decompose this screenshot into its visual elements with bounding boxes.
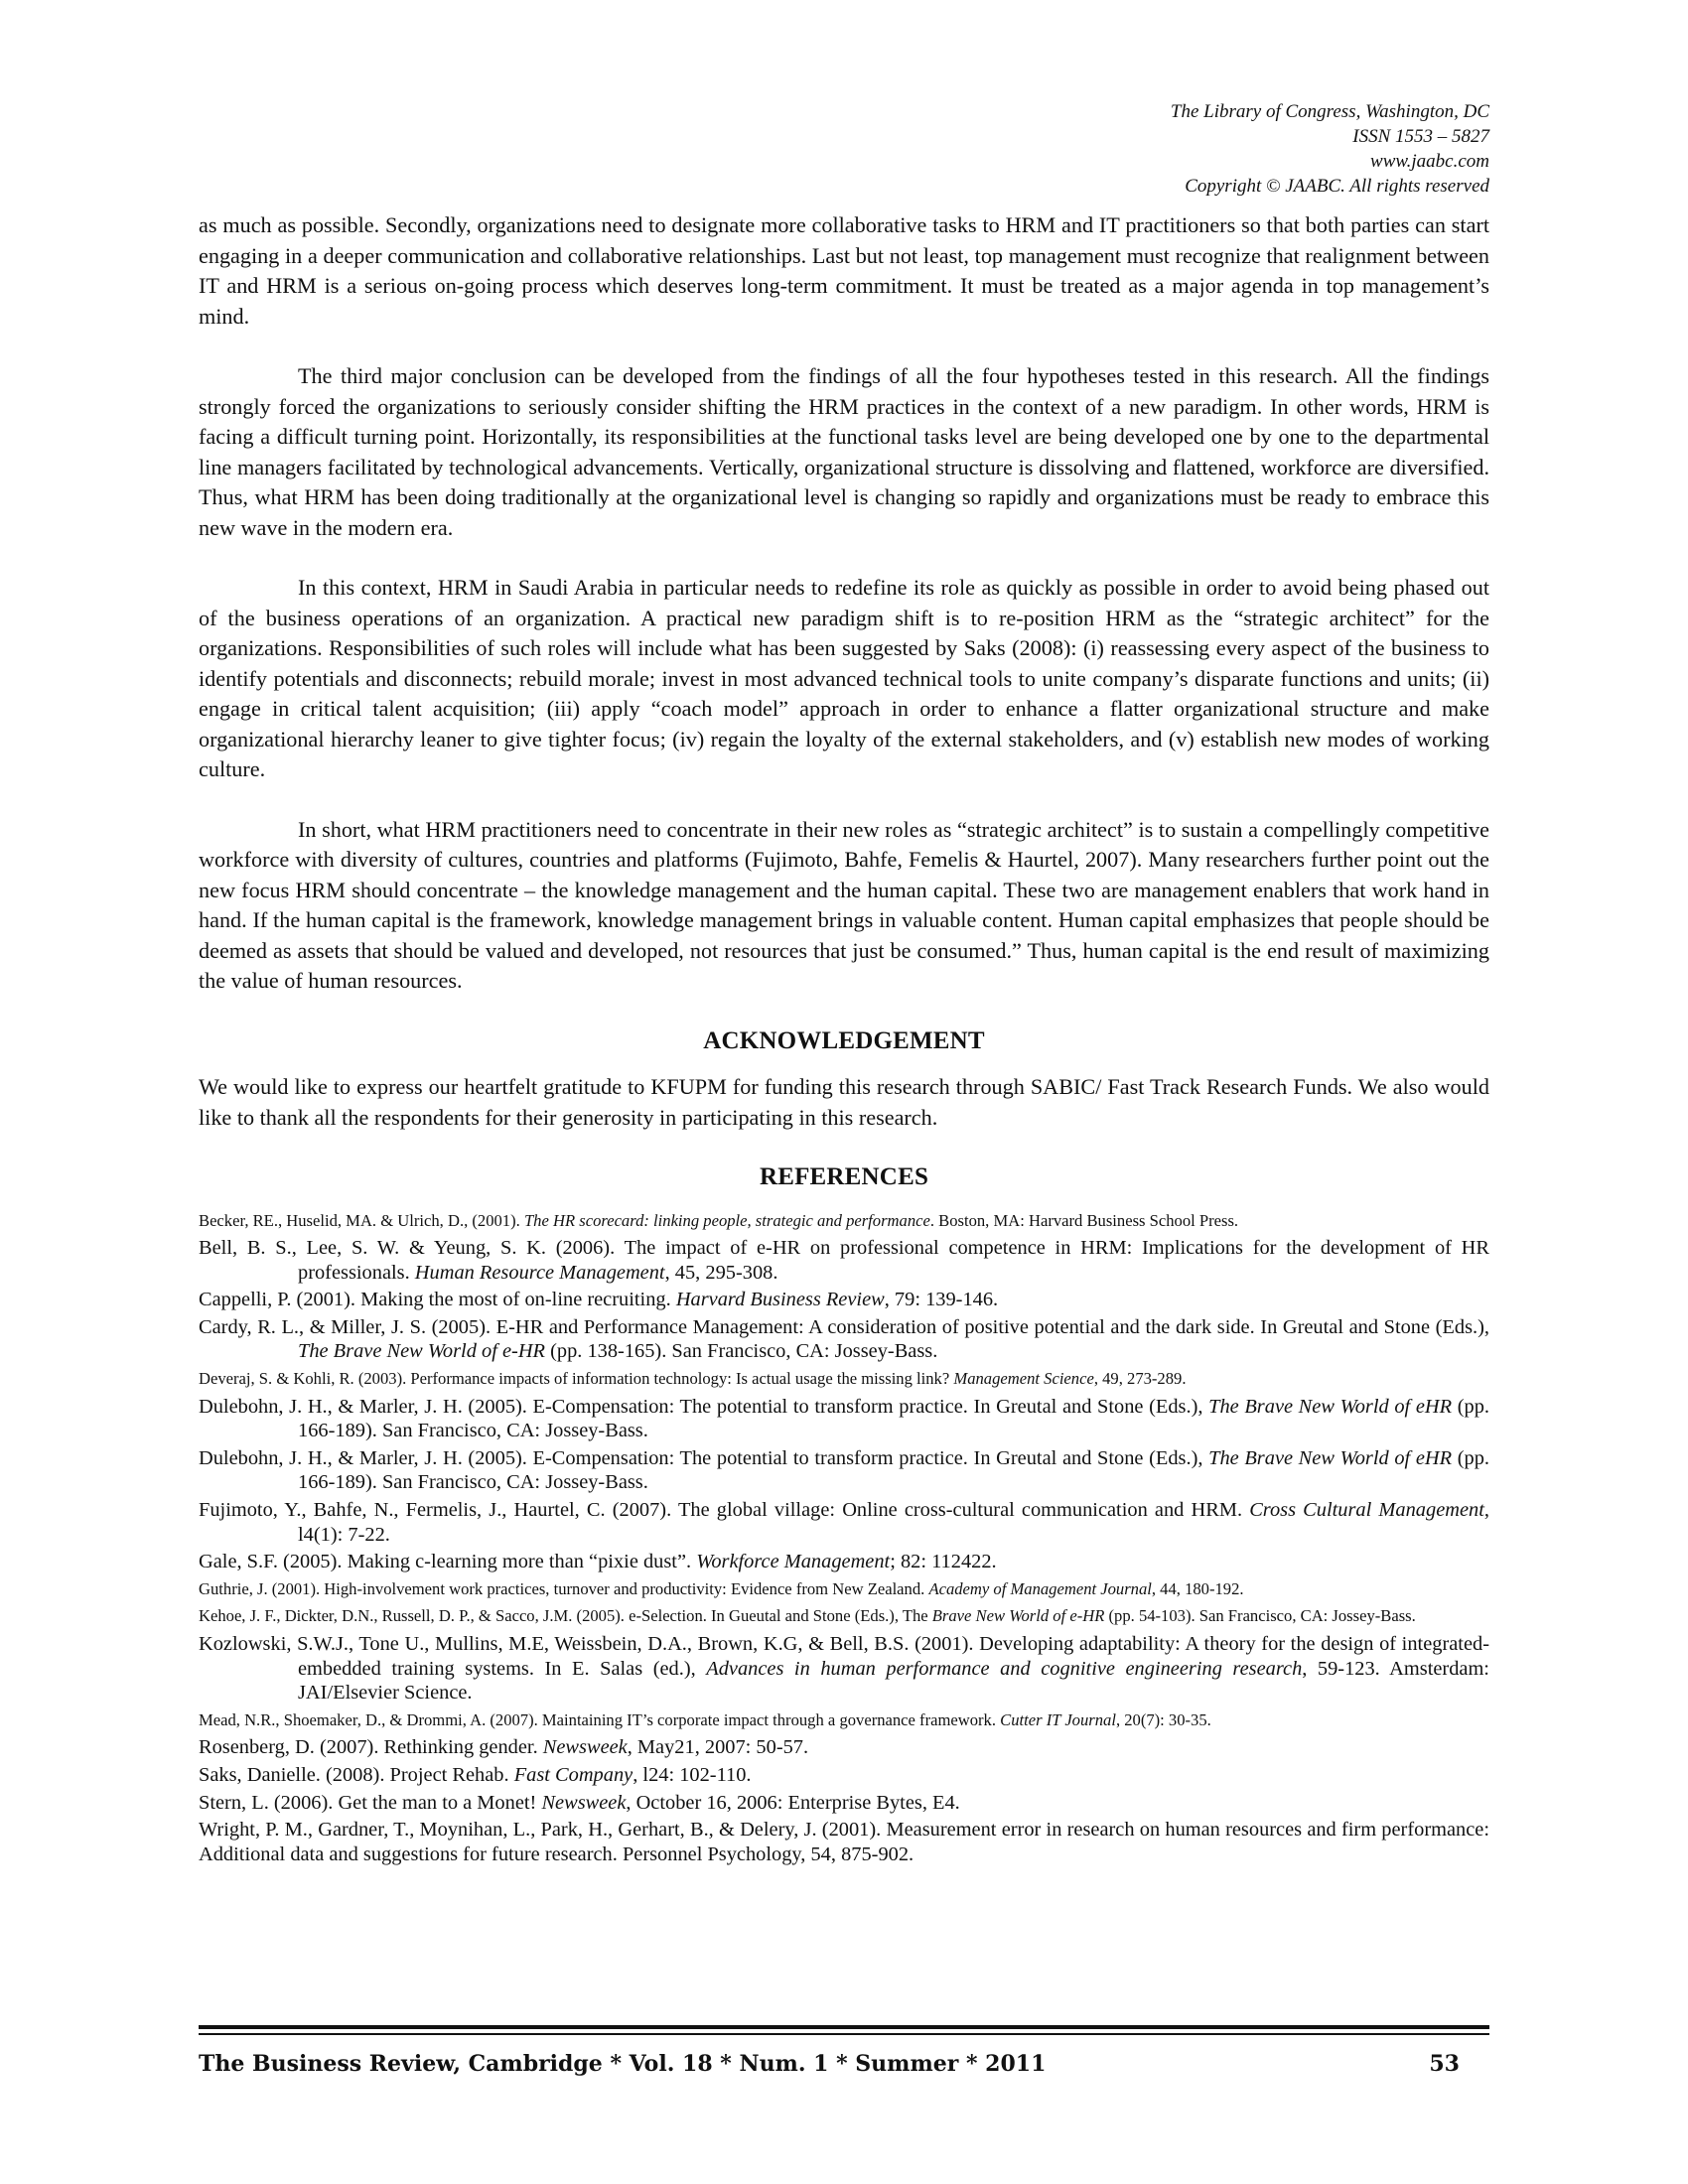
reference-item: Bell, B. S., Lee, S. W. & Yeung, S. K. (2006). The impact of e-HR on professional competence in HRM: Implications for the development of HR professionals. Human Resource Management, 45, 295-308. <box>199 1237 1489 1284</box>
acknowledgement-text: We would like to express our heartfelt gratitude to KFUPM for funding this research through SABIC/ Fast Track Research Funds. We also would like to thank all the respondents for their generosity in participating in this research. <box>199 1074 1489 1130</box>
reference-item: Saks, Danielle. (2008). Project Rehab. Fast Company, l24: 102-110. <box>199 1763 752 1786</box>
footer-rule-thick <box>199 2025 1489 2029</box>
reference-item: Dulebohn, J. H., & Marler, J. H. (2005). E-Compensation: The potential to transform practice. In Greutal and Stone (Eds.), The Brave New World of eHR (pp. 166-189). San Francisco, CA: Jossey-Bass. <box>199 1395 1489 1442</box>
reference-item: Stern, L. (2006). Get the man to a Monet! Newsweek, October 16, 2006: Enterprise Bytes, E4. <box>199 1791 960 1814</box>
reference-item: Rosenberg, D. (2007). Rethinking gender. Newsweek, May21, 2007: 50-57. <box>199 1736 809 1759</box>
reference-item: Cardy, R. L., & Miller, J. S. (2005). E-HR and Performance Management: A consideration of positive potential and the dark side. In Greutal and Stone (Eds.), The Brave New World of e-HR (pp. 138-165). San Francisco, CA: Jossey-Bass. <box>199 1315 1489 1363</box>
body-paragraph: The third major conclusion can be developed from the findings of all the four hypotheses tested in this research. All the findings strongly forced the organizations to seriously consider shifting the HRM practices in the context of a new paradigm. In other words, HRM is facing a difficult turning point. Horizontally, its responsibilities at the functional tasks level are being developed one by one to the departmental line managers facilitated by technological advancements. Vertically, organizational structure is dissolving and flattened, workforce are diversified. Thus, what HRM has been doing traditionally at the organizational level is changing so rapidly and organizations must be ready to embrace this new wave in the modern era. <box>199 363 1489 540</box>
page-number: 53 <box>1429 2051 1460 2077</box>
body-paragraph: as much as possible. Secondly, organizations need to designate more collaborative tasks to HRM and IT practitioners so that both parties can start engaging in a deeper communication and collaborative relationships. Last but not least, top management must recognize that realignment between IT and HRM is a serious on-going process which deserves long-term commitment. It must be treated as a major agenda in top management’s mind. <box>199 212 1489 329</box>
header-line-issn: ISSN 1553 – 5827 <box>1352 126 1489 147</box>
reference-item: Becker, RE., Huselid, MA. & Ulrich, D., (2001). The HR scorecard: linking people, strategic and performance. Boston, MA: Harvard Business School Press. <box>199 1210 1239 1230</box>
reference-item: Dulebohn, J. H., & Marler, J. H. (2005). E-Compensation: The potential to transform practice. In Greutal and Stone (Eds.), The Brave New World of eHR (pp. 166-189). San Francisco, CA: Jossey-Bass. <box>199 1446 1489 1494</box>
header-line-library: The Library of Congress, Washington, DC <box>1170 101 1489 122</box>
reference-item: Deveraj, S. & Kohli, R. (2003). Performance impacts of information technology: Is actual usage the missing link? Management Science, 49, 273-289. <box>199 1369 1187 1389</box>
footer-journal-info: The Business Review, Cambridge * Vol. 18 * Num. 1 * Summer * 2011 <box>199 2051 1047 2077</box>
acknowledgement-heading: ACKNOWLEDGEMENT <box>703 1026 985 1054</box>
header-line-copyright: Copyright © JAABC. All rights reserved <box>1185 176 1489 197</box>
body-paragraph: In this context, HRM in Saudi Arabia in particular needs to redefine its role as quickly as possible in order to avoid being phased out of the business operations of an organization. A practical new paradigm shift is to re-position HRM as the “strategic architect” for the organizations. Responsibilities of such roles will include what has been suggested by Saks (2008): (i) reassessing every aspect of the business to identify potentials and disconnects; rebuild morale; invest in most advanced technical tools to unite company’s disparate functions and units; (ii) engage in critical talent acquisition; (iii) apply “coach model” approach in order to enhance a flatter organizational structure and make organizational hierarchy leaner to give tighter focus; (iv) regain the loyalty of the external stakeholders, and (v) establish new modes of working culture. <box>199 575 1489 781</box>
reference-item: Fujimoto, Y., Bahfe, N., Fermelis, J., Haurtel, C. (2007). The global village: Online cross-cultural communication and HRM. Cross Cultural Management, l4(1): 7-22. <box>199 1499 1489 1546</box>
reference-list <box>199 1209 1489 1867</box>
reference-item: Wright, P. M., Gardner, T., Moynihan, L., Park, H., Gerhart, B., & Delery, J. (2001). Measurement error in research on human resources and firm performance: Additional data and suggestions for future research. Personnel Psychology, 54, 875-902. <box>199 1819 1489 1865</box>
reference-item: Kehoe, J. F., Dickter, D.N., Russell, D. P., & Sacco, J.M. (2005). e-Selection. In Gueutal and Stone (Eds.), The Brave New World of e-HR (pp. 54-103). San Francisco, CA: Jossey-Bass. <box>199 1606 1416 1626</box>
footer-rule-thin <box>199 2033 1489 2035</box>
header-line-website: www.jaabc.com <box>1370 151 1489 172</box>
reference-item: Guthrie, J. (2001). High-involvement work practices, turnover and productivity: Evidence from New Zealand. Academy of Management Journal, 44, 180-192. <box>199 1578 1244 1598</box>
reference-item: Mead, N.R., Shoemaker, D., & Drommi, A. (2007). Maintaining IT’s corporate impact through a governance framework. Cutter IT Journal, 20(7): 30-35. <box>199 1709 1211 1729</box>
body-paragraph: In short, what HRM practitioners need to concentrate in their new roles as “strategic architect” is to sustain a compellingly competitive workforce with diversity of cultures, countries and platforms (Fujimoto, Bahfe, Femelis & Haurtel, 2007). Many researchers further point out the new focus HRM should concentrate – the knowledge management and the human capital. These two are management enablers that work hand in hand. If the human capital is the framework, knowledge management brings in valuable content. Human capital emphasizes that people should be deemed as assets that should be valued and developed, not resources that just be consumed.” Thus, human capital is the end result of maximizing the value of human resources. <box>199 816 1489 993</box>
article-body <box>199 210 1489 1869</box>
reference-item: Cappelli, P. (2001). Making the most of on-line recruiting. Harvard Business Review, 79: 139-146. <box>199 1289 999 1311</box>
references-heading: REFERENCES <box>759 1163 929 1190</box>
reference-item: Gale, S.F. (2005). Making c-learning more than “pixie dust”. Workforce Management; 82: 112422. <box>199 1551 997 1573</box>
reference-item: Kozlowski, S.W.J., Tone U., Mullins, M.E, Weissbein, D.A., Brown, K.G, & Bell, B.S. (2001). Developing adaptability: A theory for the design of integrated-embedded training systems. In E. Salas (ed.), Advances in human performance and cognitive engineering research, 59-123. Amsterdam: JAI/Elsevier Science. <box>199 1633 1489 1705</box>
page-header <box>794 99 1489 199</box>
